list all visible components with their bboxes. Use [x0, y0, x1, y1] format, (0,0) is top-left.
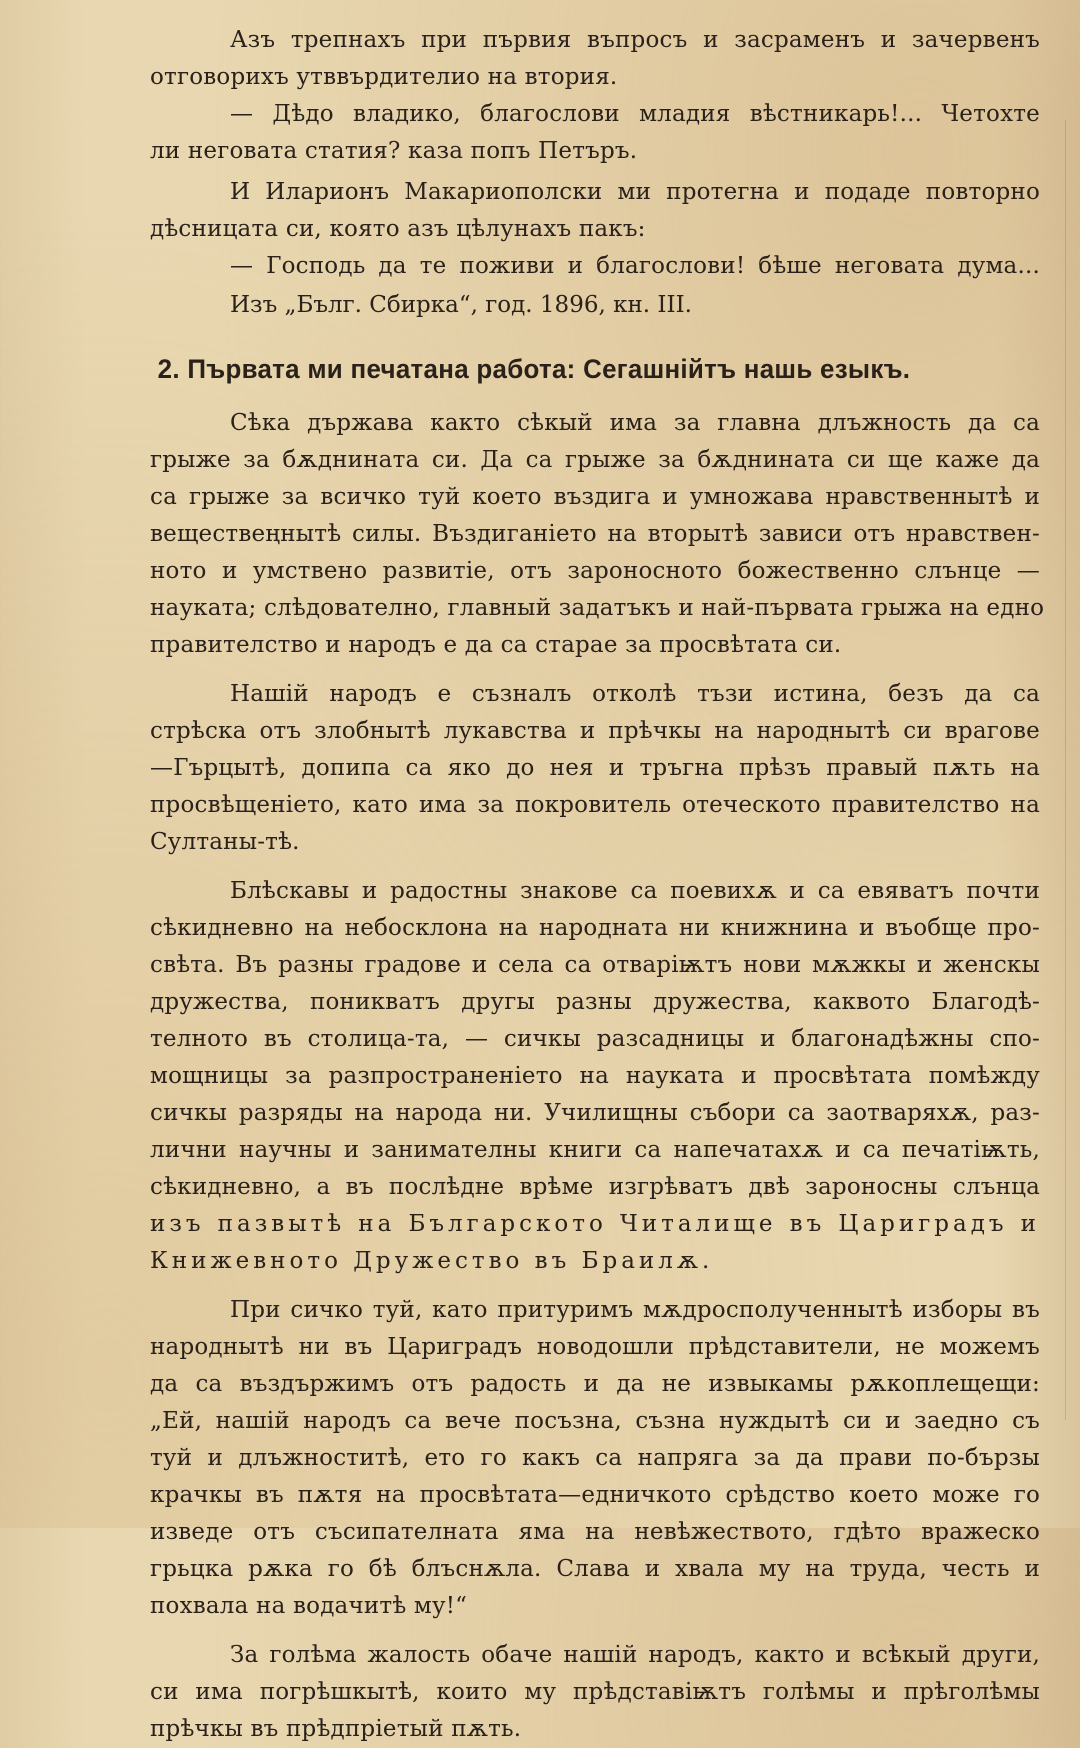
- paragraph-line: са грыже за всичко туй което въздига и умножава нравственнытѣ и: [150, 484, 1040, 510]
- paragraph-line: изъ пазвытѣ на Българското Читалище въ Цариградъ и: [150, 1211, 1040, 1237]
- paragraph-4: [150, 1292, 1040, 1625]
- paragraph-line: крачкы въ пѫтя на просвѣтата—едничкото срѣдство което може го: [150, 1482, 1040, 1508]
- paragraph-line: да са въздържимъ отъ радость и да не извыкамы рѫкоплещещи:: [150, 1371, 1040, 1397]
- paragraph-line: За голѣма жалость обаче нашій народъ, както и всѣкый други,: [230, 1642, 1040, 1668]
- paragraph-1: [150, 405, 1045, 664]
- intro-line: дѣсницата си, която азъ цѣлунахъ пакъ:: [150, 216, 646, 242]
- paragraph-line: телното въ столица-та, — сичкы разсадницы и благонадѣжны спо-: [150, 1026, 1040, 1052]
- paragraph-line: Книжевното Дружество въ Браилѫ.: [150, 1248, 714, 1274]
- paragraph-line: Блѣскавы и радостны знакове са поевихѫ и са евяватъ почти: [230, 878, 1040, 904]
- page-edge-shadow: [1065, 120, 1066, 1420]
- paragraph-line: грьцка рѫка го бѣ блъснѫла. Слава и хвала му на труда, честь и: [150, 1556, 1040, 1582]
- paragraph-line: сѣкидневно, а въ послѣдне врѣме изгрѣватъ двѣ зароносны слънца: [150, 1174, 1040, 1200]
- text-column: [150, 22, 1045, 1748]
- paragraph-line: ното и умствено развитіе, отъ зароносното божественно слънце —: [150, 558, 1040, 584]
- paragraph-line: грыже за бѫднината си. Да са грыже за бѫднината си ще каже да: [150, 447, 1040, 473]
- paragraph-line: Нашій народъ е съзналъ отколѣ тъзи истина, безъ да са: [230, 681, 1040, 707]
- section-heading: 2. Първата ми печатана работа: Сегашнійтъ нашь езыкъ.: [157, 354, 911, 384]
- paragraph-line: дружества, поникватъ другы разны дружества, каквото Благодѣ-: [150, 989, 1040, 1015]
- paragraph-line: народнытѣ ни въ Цариградъ новодошли прѣдставители, не можемъ: [150, 1334, 1040, 1360]
- paragraph-line: „Ей, нашій народъ са вече посъзна, съзна нуждытѣ си и заедно съ: [150, 1408, 1040, 1434]
- paragraph-line: При сичко туй, като притуримъ мѫдросполученнытѣ изборы въ: [230, 1297, 1040, 1323]
- paragraph-line: мощницы за разпространеніето на науката и просвѣтата помѣжду: [150, 1063, 1040, 1089]
- paragraph-line: веществеңнытѣ силы. Въздиганіето на вторытѣ зависи отъ нравствен-: [150, 521, 1040, 547]
- intro-line: — Дѣдо владико, благослови младия вѣстникарь!... Четохте: [230, 101, 1040, 127]
- paragraph-line: науката; слѣдователно, главный задатъкъ и най-първата грыжа на едно: [150, 595, 1045, 621]
- paragraph-line: похвала на водачитѣ му!“: [150, 1593, 468, 1619]
- intro-line: ли неговата статия? каза попъ Петъръ.: [150, 138, 638, 164]
- paragraph-3: [150, 873, 1040, 1280]
- paragraph-line: сѣкидневно на небосклона на народната ни книжнина и въобще про-: [150, 915, 1040, 941]
- paragraph-line: правителство и народъ е да са старае за просвѣтата си.: [150, 632, 842, 658]
- paragraph-line: —Гърцытѣ, допипа са яко до нея и тръгна прѣзъ правый пѫть на: [150, 755, 1040, 781]
- paragraph-line: Султаны-тѣ.: [150, 829, 300, 855]
- paragraph-line: туй и длъжноститѣ, ето го какъ са напряга за да прави по-бързы: [150, 1445, 1040, 1471]
- paragraph-line: просвѣщеніето, като има за покровитель отеческото правителство на: [150, 792, 1040, 818]
- source-citation: Изъ „Бълг. Сбирка“, год. 1896, кн. III.: [230, 292, 692, 318]
- paragraph-line: Сѣка държава както сѣкый има за главна длъжность да са: [230, 410, 1040, 436]
- paragraph-line: сичкы разряды на народа ни. Училищны събори са заотваряхѫ, раз-: [150, 1100, 1040, 1126]
- paragraph-5: [150, 1637, 1040, 1748]
- intro-line: И Иларионъ Макариополски ми протегна и подаде повторно: [230, 179, 1040, 205]
- paragraph-2: [150, 676, 1040, 861]
- paragraph-line: изведе отъ съсипателната яма на невѣжеството, гдѣто вражеско: [150, 1519, 1040, 1545]
- intro-line: Азъ трепнахъ при първия въпросъ и засраменъ и зачервенъ: [230, 27, 1040, 53]
- intro-line: отговорихъ утввърдителио на втория.: [150, 64, 618, 90]
- intro-passage: [150, 22, 1040, 325]
- intro-line: — Господь да те поживи и благослови! бѣше неговата дума...: [230, 253, 1040, 279]
- paragraph-line: прѣчкы въ прѣдпріетый пѫть.: [150, 1716, 522, 1742]
- paragraph-line: лични научны и занимателны книги са напечатахѫ и са печатіѭть,: [150, 1137, 1040, 1163]
- paragraph-line: свѣта. Въ разны градове и села са отваріѭтъ нови мѫжкы и женскы: [150, 952, 1040, 978]
- paragraph-line: си има погрѣшкытѣ, които му прѣдставіѭтъ голѣмы и прѣголѣмы: [150, 1679, 1040, 1705]
- paragraph-line: стрѣска отъ злобнытѣ лукавства и прѣчкы на народнытѣ си врагове: [150, 718, 1040, 744]
